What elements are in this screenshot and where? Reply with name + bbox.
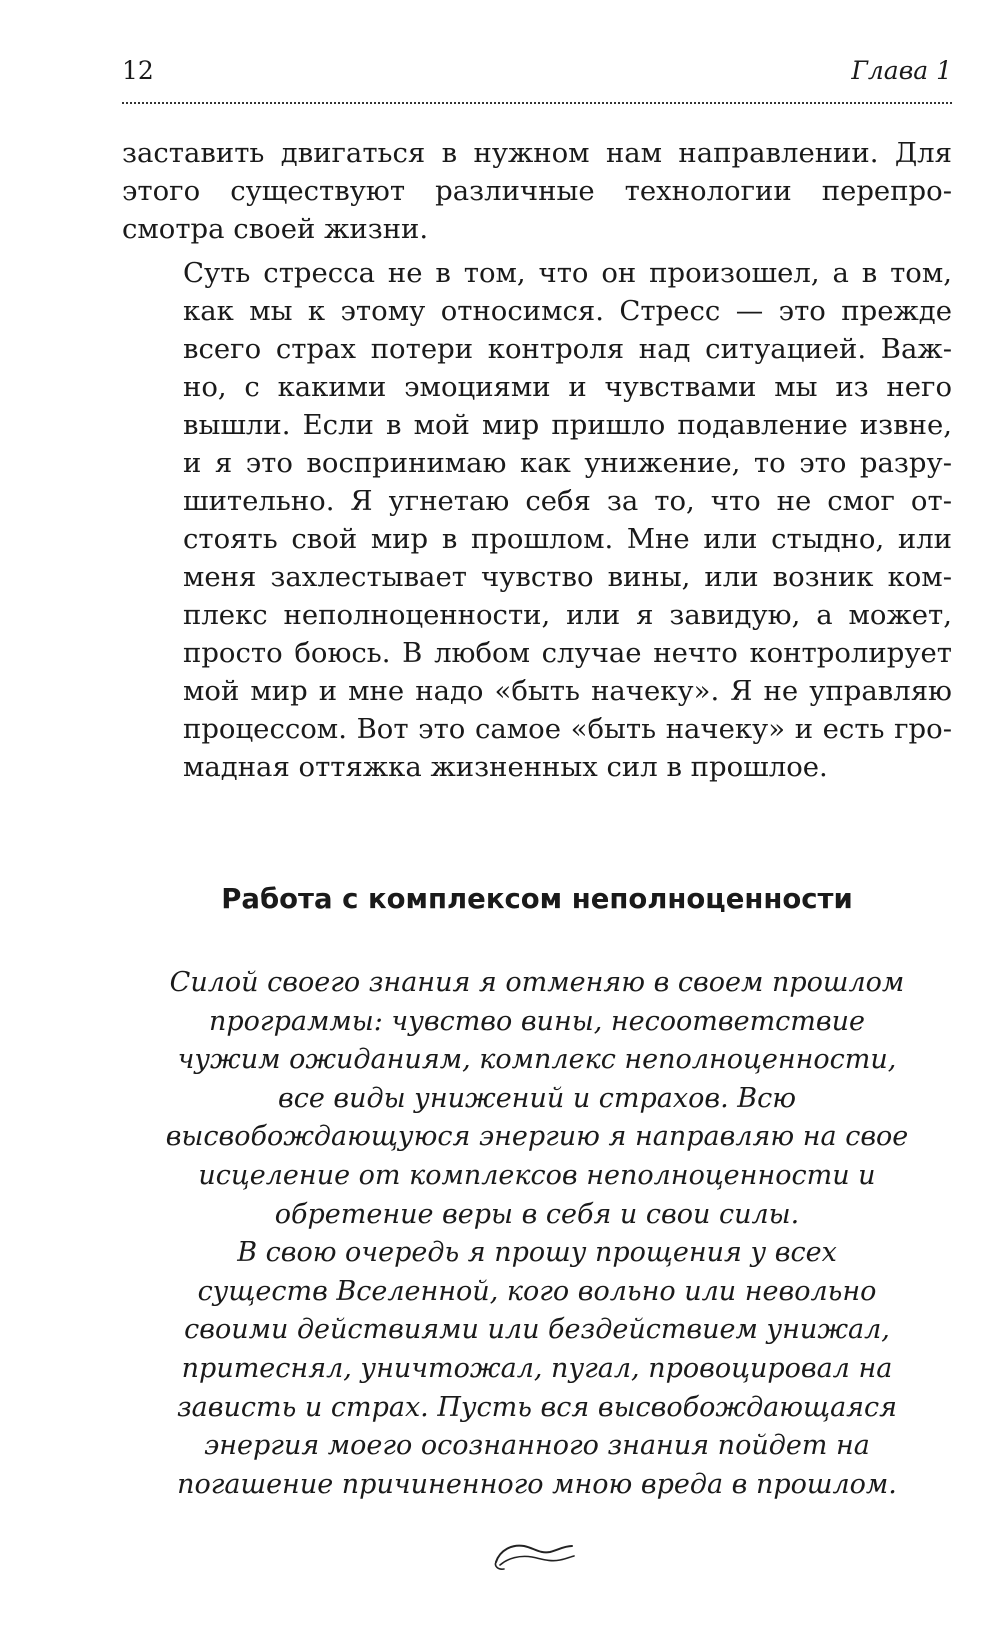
text-line: процессом. Вот это самое «быть начеку» и есть гро- bbox=[183, 713, 952, 745]
text-line: как мы к этому относимся. Стресс — это прежде bbox=[183, 295, 952, 327]
affirmation-line: зависть и страх. Пусть вся высвобождающаяся bbox=[176, 1391, 898, 1423]
affirmation-line: высвобождающуюся энергию я направляю на свое bbox=[165, 1121, 909, 1153]
text-line: всего страх потери контроля над ситуацией. Важ- bbox=[183, 333, 952, 365]
running-header bbox=[122, 56, 952, 104]
text-line: мадная оттяжка жизненных сил в прошлое. bbox=[183, 751, 828, 783]
affirmation-line: Силой своего знания я отменяю в своем прошлом bbox=[169, 967, 905, 998]
intro-paragraph bbox=[122, 134, 952, 248]
text-line: просто боюсь. В любом случае нечто контролирует bbox=[183, 637, 952, 669]
affirmation-line: своими действиями или бездействием унижал, bbox=[184, 1314, 890, 1346]
indented-paragraph bbox=[183, 254, 952, 786]
text-line: этого существуют различные технологии перепро- bbox=[122, 175, 952, 207]
chapter-label: Глава 1 bbox=[851, 56, 952, 85]
page-number: 12 bbox=[122, 56, 154, 85]
text-line: и я это воспринимаю как унижение, то это разру- bbox=[183, 447, 952, 479]
affirmation-line: чужим ожиданиям, комплекс неполноценности, bbox=[177, 1044, 897, 1076]
affirmation-line: существ Вселенной, кого вольно или невольно bbox=[197, 1275, 877, 1307]
text-line: мой мир и мне надо «быть начеку». Я не управляю bbox=[183, 675, 952, 707]
section-heading: Работа с комплексом неполноценности bbox=[221, 883, 853, 915]
affirmation-line: В свою очередь я прошу прощения у всех bbox=[237, 1237, 837, 1269]
text-line: шительно. Я угнетаю себя за то, что не смог от- bbox=[183, 485, 952, 517]
text-line: заставить двигаться в нужном нам направлении. Для bbox=[122, 137, 952, 169]
affirmation-line: энергия моего осознанного знания пойдет на bbox=[204, 1430, 870, 1462]
text-line: смотра своей жизни. bbox=[122, 213, 429, 245]
text-line: вышли. Если в мой мир пришло подавление извне, bbox=[183, 409, 952, 441]
text-line: стоять свой мир в прошлом. Мне или стыдно, или bbox=[183, 523, 952, 555]
affirmation-line: погашение причиненного мною вреда в прошлом. bbox=[177, 1468, 897, 1500]
wave-flourish-icon bbox=[490, 1532, 580, 1572]
text-line: плекс неполноценности, или я завидую, а может, bbox=[183, 599, 952, 631]
affirmation-block bbox=[122, 964, 952, 1504]
affirmation-line: все виды унижений и страхов. Всю bbox=[277, 1082, 796, 1114]
text-line: Суть стресса не в том, что он произошел, а в том, bbox=[183, 257, 952, 289]
text-line: но, с какими эмоциями и чувствами мы из него bbox=[183, 371, 952, 403]
affirmation-line: притеснял, уничтожал, пугал, провоцировал на bbox=[181, 1352, 893, 1384]
affirmation-line: программы: чувство вины, несоответствие bbox=[209, 1005, 865, 1037]
affirmation-line: исцеление от комплексов неполноценности и bbox=[198, 1159, 876, 1191]
text-line: меня захлестывает чувство вины, или возник ком- bbox=[183, 561, 952, 593]
affirmation-line: обретение веры в себя и свои силы. bbox=[274, 1198, 800, 1230]
